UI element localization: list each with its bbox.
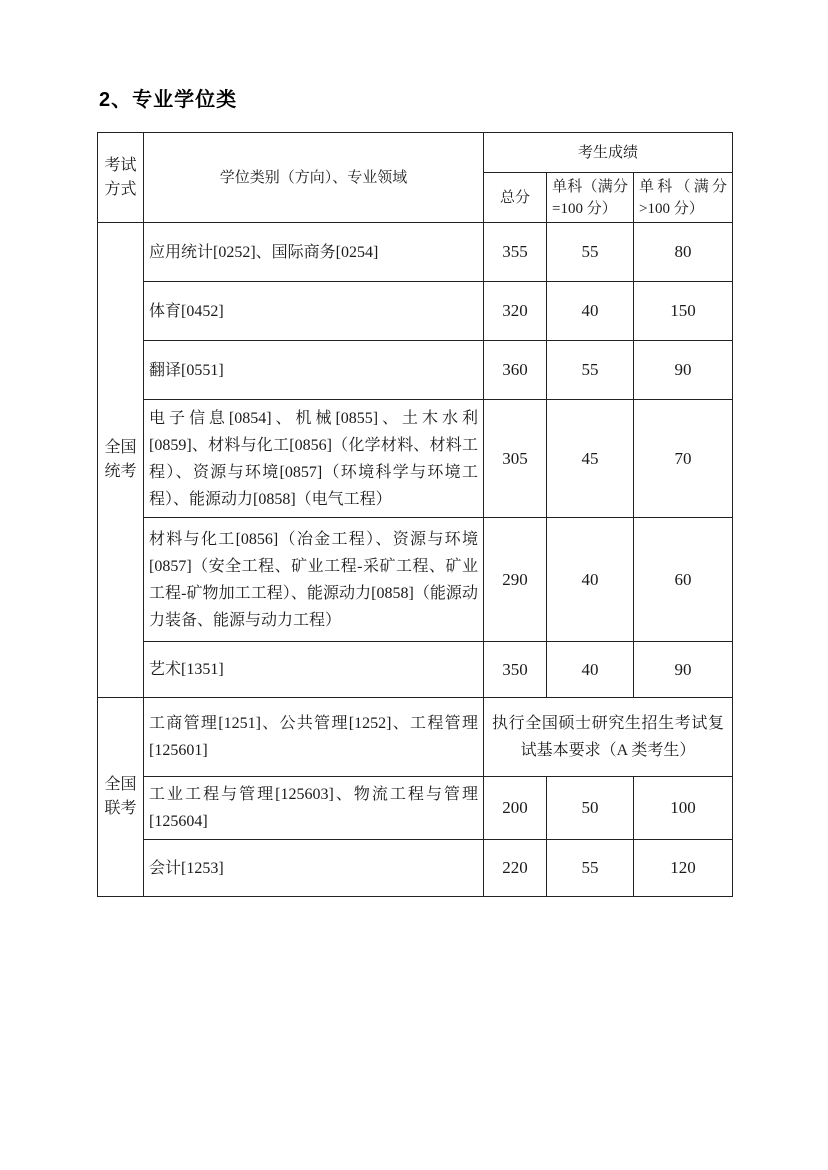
single-over-100-score-cell: 90 — [634, 341, 733, 400]
table-row — [98, 698, 733, 777]
header-row-1 — [98, 133, 733, 173]
section-label-national-joint-exam: 全国联考 — [98, 698, 144, 897]
category-cell: 材料与化工[0856]（冶金工程）、资源与环境[0857]（安全工程、矿业工程-采矿工程、矿业工程-矿物加工工程）、能源动力[0858]（能源动力装备、能源与动力工程） — [144, 518, 484, 642]
category-cell: 艺术[1351] — [144, 642, 484, 698]
header-total-score: 总分 — [484, 173, 547, 223]
national-baseline-note-cell: 执行全国硕士研究生招生考试复试基本要求（A 类考生） — [484, 698, 733, 777]
total-score-cell: 290 — [484, 518, 547, 642]
category-cell: 电子信息[0854]、机械[0855]、土木水利[0859]、材料与化工[0856]（化学材料、材料工程）、资源与环境[0857]（环境科学与环境工程）、能源动力[0858]（电气工程） — [144, 400, 484, 518]
table-row — [98, 777, 733, 840]
single-over-100-score-cell: 100 — [634, 777, 733, 840]
total-score-cell: 200 — [484, 777, 547, 840]
single-over-100-score-cell: 120 — [634, 840, 733, 897]
header-single-subject-full-100: 单科（满分=100 分） — [547, 173, 634, 223]
total-score-cell: 355 — [484, 223, 547, 282]
category-cell: 应用统计[0252]、国际商务[0254] — [144, 223, 484, 282]
single-100-score-cell: 45 — [547, 400, 634, 518]
category-cell: 工商管理[1251]、公共管理[1252]、工程管理[125601] — [144, 698, 484, 777]
table-row — [98, 400, 733, 518]
section-label-national-unified-exam: 全国统考 — [98, 223, 144, 698]
single-100-score-cell: 55 — [547, 840, 634, 897]
category-cell: 翻译[0551] — [144, 341, 484, 400]
table-row — [98, 840, 733, 897]
header-candidate-score-group: 考生成绩 — [484, 133, 733, 173]
total-score-cell: 350 — [484, 642, 547, 698]
header-single-subject-over-100: 单科（满分>100 分） — [634, 173, 733, 223]
single-100-score-cell: 40 — [547, 518, 634, 642]
single-over-100-score-cell: 60 — [634, 518, 733, 642]
category-cell: 工业工程与管理[125603]、物流工程与管理[125604] — [144, 777, 484, 840]
header-degree-category: 学位类别（方向）、专业领域 — [144, 133, 484, 223]
table-row — [98, 518, 733, 642]
single-over-100-score-cell: 80 — [634, 223, 733, 282]
table-row — [98, 282, 733, 341]
page-title: 2、专业学位类 — [99, 89, 238, 111]
single-over-100-score-cell: 90 — [634, 642, 733, 698]
single-over-100-score-cell: 70 — [634, 400, 733, 518]
table-row — [98, 341, 733, 400]
single-100-score-cell: 40 — [547, 282, 634, 341]
total-score-cell: 220 — [484, 840, 547, 897]
table-row — [98, 223, 733, 282]
total-score-cell: 305 — [484, 400, 547, 518]
category-cell: 会计[1253] — [144, 840, 484, 897]
header-exam-method: 考试方式 — [98, 133, 144, 223]
total-score-cell: 320 — [484, 282, 547, 341]
single-100-score-cell: 55 — [547, 223, 634, 282]
category-cell: 体育[0452] — [144, 282, 484, 341]
table-row — [98, 642, 733, 698]
single-100-score-cell: 55 — [547, 341, 634, 400]
scores-table — [97, 132, 733, 897]
single-100-score-cell: 50 — [547, 777, 634, 840]
single-over-100-score-cell: 150 — [634, 282, 733, 341]
single-100-score-cell: 40 — [547, 642, 634, 698]
total-score-cell: 360 — [484, 341, 547, 400]
